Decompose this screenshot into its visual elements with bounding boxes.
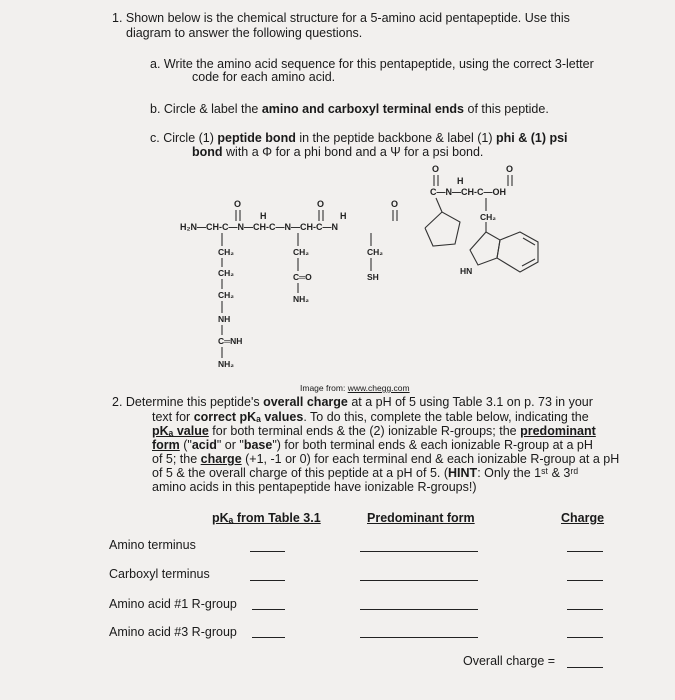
struct-o-right1: O — [432, 164, 440, 174]
q2-line3: pKₐ value for both terminal ends & the (2) ionizable R-groups; the predominant — [152, 424, 596, 438]
q2-line2: text for correct pKₐ values. To do this, complete the table below, indicating the — [152, 410, 589, 424]
struct-o-3: O — [391, 199, 399, 209]
struct-cooh-chain: C—N—CH-C—OH — [430, 187, 506, 197]
struct-asn-ch2: CH₂ — [293, 247, 310, 257]
struct-arg-nh2: NH₂ — [218, 359, 235, 369]
struct-o-2: O — [317, 199, 325, 209]
row-aa3-rgroup-label: Amino acid #3 R-group — [109, 625, 237, 639]
struct-o-1: O — [234, 199, 242, 209]
amino-terminus-pka-blank[interactable] — [250, 551, 285, 552]
struct-asn-co: C═O — [293, 272, 312, 282]
carboxyl-terminus-charge-blank[interactable] — [567, 580, 603, 581]
row-carboxyl-terminus-label: Carboxyl terminus — [109, 567, 210, 581]
struct-indole-hn: HN — [460, 266, 473, 276]
amino-terminus-charge-blank[interactable] — [567, 551, 603, 552]
overall-charge-blank[interactable] — [567, 667, 603, 668]
struct-arg-nh: NH — [218, 314, 231, 324]
aa3-rgroup-charge-blank[interactable] — [567, 637, 603, 638]
struct-asn-nh2: NH₂ — [293, 294, 310, 304]
struct-cys-sh: SH — [367, 272, 379, 282]
chegg-link[interactable]: www.chegg.com — [347, 383, 410, 393]
aa1-rgroup-charge-blank[interactable] — [567, 609, 603, 610]
row-amino-terminus-label: Amino terminus — [109, 538, 196, 552]
q1c-line2: bond with a Φ for a phi bond and a Ψ for a psi bond. — [192, 145, 484, 159]
aa3-rgroup-form-blank[interactable] — [360, 637, 478, 638]
carboxyl-terminus-form-blank[interactable] — [360, 580, 478, 581]
struct-h-2: H — [340, 211, 347, 221]
q2-line7: amino acids in this pentapeptide have ionizable R-groups!) — [152, 480, 477, 494]
q1-intro-line2: diagram to answer the following questions. — [126, 26, 363, 40]
aa1-rgroup-pka-blank[interactable] — [252, 609, 285, 610]
carboxyl-terminus-pka-blank[interactable] — [250, 580, 285, 581]
struct-o-right2: O — [506, 164, 514, 174]
q2-line6: of 5 & the overall charge of this peptide at a pH of 5. (HINT: Only the 1ˢᵗ & 3ʳᵈ — [152, 466, 579, 480]
header-predominant-form: Predominant form — [367, 511, 475, 525]
image-source-caption: Image from: www.chegg.com — [300, 383, 410, 393]
q1c-line1: c. Circle (1) peptide bond in the peptide backbone & label (1) phi & (1) psi — [150, 131, 568, 145]
aa3-rgroup-pka-blank[interactable] — [252, 637, 285, 638]
q1b: b. Circle & label the amino and carboxyl terminal ends of this peptide. — [150, 102, 549, 116]
row-aa1-rgroup-label: Amino acid #1 R-group — [109, 597, 237, 611]
struct-cys-ch2: CH₂ — [367, 247, 384, 257]
struct-arg-ch2-1: CH₂ — [218, 247, 235, 257]
q2-line4: form ("acid" or "base") for both terminal ends & each ionizable R-group at a pH — [152, 438, 593, 452]
q1a-line1: a. Write the amino acid sequence for this pentapeptide, using the correct 3-letter — [150, 57, 594, 71]
struct-arg-ch2-2: CH₂ — [218, 268, 235, 278]
q2-line1: 2. Determine this peptide's overall charge at a pH of 5 using Table 3.1 on p. 73 in your — [112, 395, 593, 409]
struct-backbone: H₂N—CH-C—N—CH-C—N—CH-C—N — [180, 222, 338, 232]
amino-terminus-form-blank[interactable] — [360, 551, 478, 552]
header-charge: Charge — [561, 511, 605, 525]
q1a-line2: code for each amino acid. — [192, 70, 336, 84]
struct-arg-c-nh: C═NH — [218, 336, 243, 346]
aa1-rgroup-form-blank[interactable] — [360, 609, 478, 610]
header-pka: pKₐ from Table 3.1 — [212, 511, 321, 525]
struct-h-right: H — [457, 176, 464, 186]
struct-ch2-trp: CH₂ — [480, 212, 497, 222]
q1-intro-line1: 1. Shown below is the chemical structure for a 5-amino acid pentapeptide. Use this — [112, 11, 570, 25]
overall-charge-label: Overall charge = — [463, 654, 556, 668]
q2-line5: of 5; the charge (+1, -1 or 0) for each terminal end & each ionizable R-group at a pH — [152, 452, 620, 466]
struct-h-1: H — [260, 211, 267, 221]
struct-arg-ch2-3: CH₂ — [218, 290, 235, 300]
